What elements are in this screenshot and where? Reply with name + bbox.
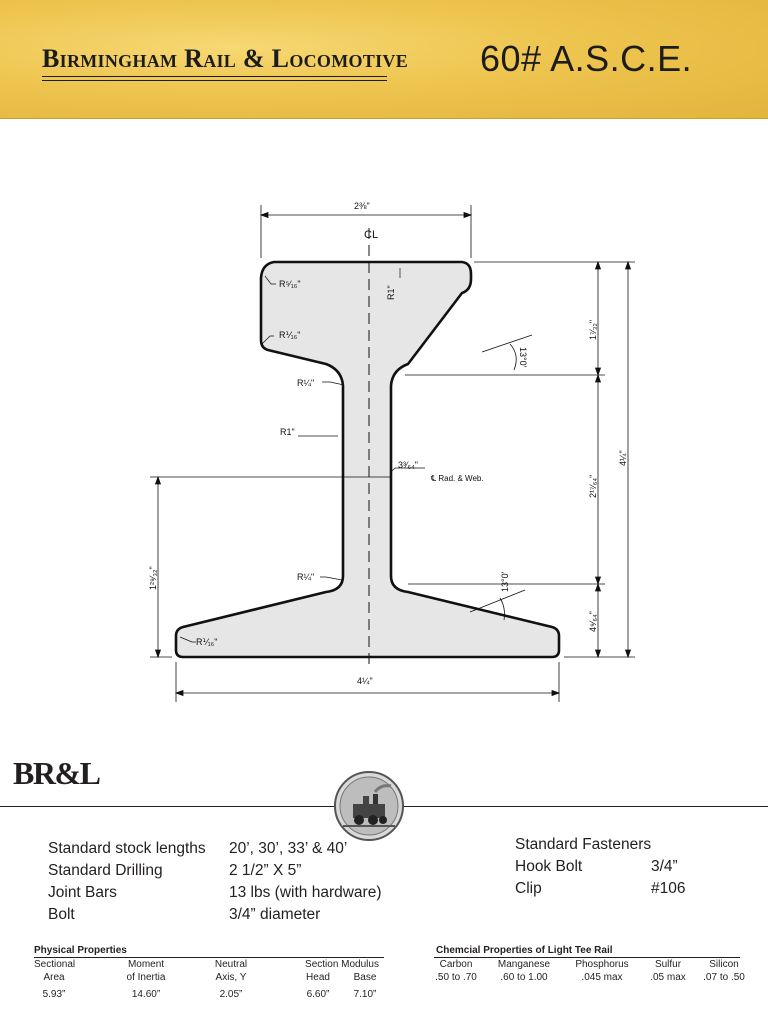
fillet-lower-label: R¼"	[297, 572, 315, 582]
chemical-properties-rule	[434, 957, 740, 958]
centerline-label: CL	[364, 229, 379, 241]
chemical-properties-title: Chemcial Properties of Light Tee Rail	[436, 945, 613, 956]
dim-base-height-label: 4⁹⁄₆₄"	[588, 611, 598, 632]
web-radius-label: R1"	[280, 427, 295, 437]
fastener-label: Clip	[515, 880, 542, 897]
brand-name: Birmingham Rail & Locomotive	[42, 44, 409, 73]
dim-neutral-height-label: 1²⁹⁄₃₂"	[148, 566, 158, 590]
chemical-value: .50 to .70	[435, 972, 477, 983]
physical-header: Area	[43, 972, 65, 983]
fastener-row	[515, 856, 715, 878]
chemical-header: Phosphorus	[575, 959, 629, 970]
dim-base-width-label: 4¼"	[357, 676, 373, 686]
neutral-axis-note: ℄ Rad. & Web.	[431, 474, 484, 483]
physical-header: Neutral	[214, 959, 248, 970]
spec-value: 3/4” diameter	[229, 906, 321, 923]
chemical-header: Manganese	[497, 959, 551, 970]
physical-value: 5.93”	[42, 989, 66, 1000]
spec-value: 13 lbs (with hardware)	[229, 884, 382, 901]
locomotive-medallion-icon	[333, 770, 405, 842]
rail-model-title: 60# A.S.C.E.	[480, 38, 693, 79]
physical-header: Base	[353, 972, 377, 983]
spec-value: 2 1/2” X 5”	[229, 862, 302, 879]
fastener-value: 3/4”	[651, 858, 678, 875]
fasteners-title: Standard Fasteners	[515, 836, 652, 853]
chemical-value: .045 max	[581, 972, 623, 983]
dim-head-height-label: 1⁷⁄₃₂"	[588, 319, 598, 340]
fastener-row	[515, 878, 715, 900]
spec-value: 20’, 30’, 33’ & 40’	[229, 840, 348, 857]
brl-logo: BR&L	[13, 755, 100, 791]
physical-header: Axis, Y	[215, 972, 247, 983]
physical-header: Sectional	[34, 959, 76, 970]
physical-value: 2.05”	[219, 989, 243, 1000]
rail-profile	[176, 262, 559, 657]
base-slope-label: 13°0'	[500, 571, 510, 592]
standard-fasteners	[515, 834, 715, 900]
chemical-header: Silicon	[709, 959, 739, 970]
physical-value: 7.10”	[353, 989, 377, 1000]
physical-value: 6.60”	[306, 989, 330, 1000]
physical-header: Moment	[127, 959, 165, 970]
physical-header: of Inertia	[126, 972, 166, 983]
head-slope-label: 13°0'	[518, 347, 528, 368]
fillet-upper-label: R¼"	[297, 378, 315, 388]
dim-web-height-label: 2¹⁷⁄₆₄"	[588, 474, 598, 498]
dim-top-width-label: 2⅜"	[354, 201, 370, 211]
physical-properties-title: Physical Properties	[34, 945, 127, 956]
spec-label: Bolt	[48, 906, 75, 923]
web-thickness-label: 3³⁄₆₄"	[398, 460, 419, 470]
head-corner-radius-label: R⁵⁄₁₆"	[279, 279, 301, 289]
chemical-value: .05 max	[650, 972, 686, 983]
physical-header: Head	[306, 972, 330, 983]
chemical-value: .60 to 1.00	[500, 972, 548, 983]
chemical-value: .07 to .50	[703, 972, 745, 983]
head-top-radius-label: R1"	[386, 285, 396, 300]
spec-label: Standard stock lengths	[48, 840, 206, 857]
chemical-header: Carbon	[439, 959, 473, 970]
fastener-label: Hook Bolt	[515, 858, 583, 875]
head-underside-radius-label: R⅟₁₆"	[279, 330, 301, 340]
fastener-value: #106	[651, 880, 686, 897]
chemical-header: Sulfur	[654, 959, 682, 970]
physical-properties-rule	[34, 957, 384, 958]
base-toe-radius-label: R⅟₁₆"	[196, 637, 218, 647]
spec-label: Joint Bars	[48, 884, 117, 901]
physical-value: 14.60”	[131, 989, 161, 1000]
spec-label: Standard Drilling	[48, 862, 163, 879]
section-modulus-header: Section Modulus	[305, 959, 379, 970]
dim-total-height-label: 4¼"	[618, 450, 628, 466]
